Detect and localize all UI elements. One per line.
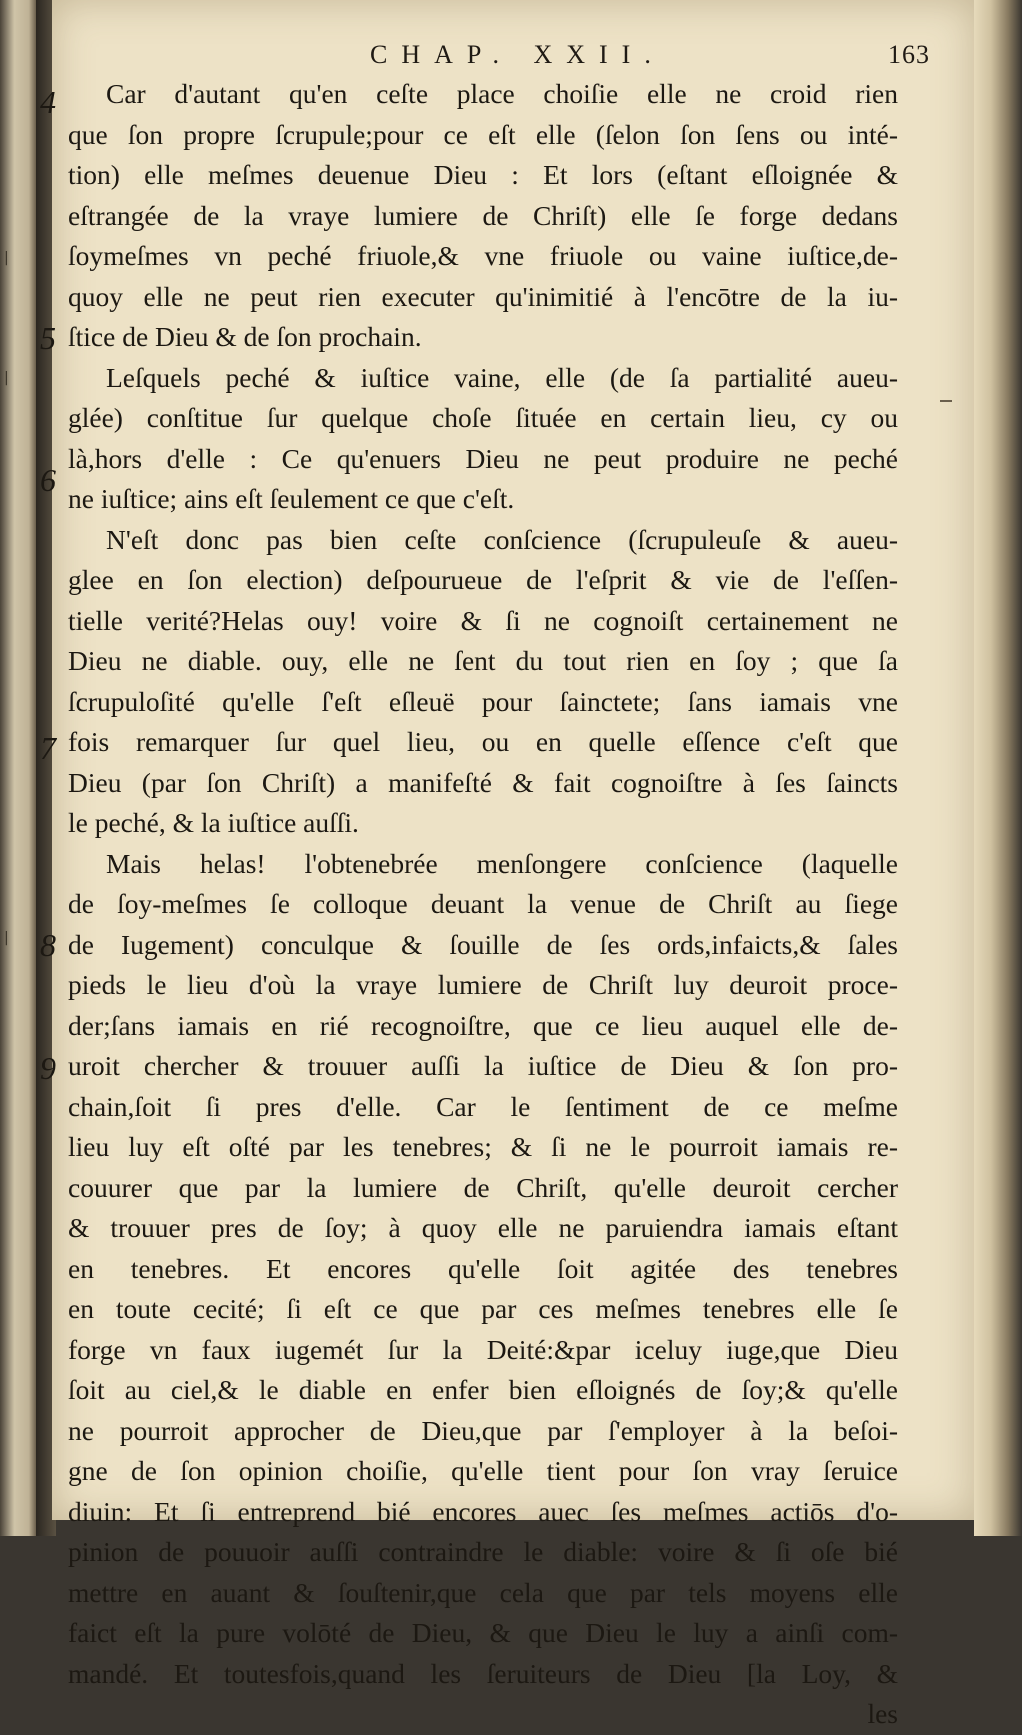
text-line: Car d'autant qu'en ceſte place choiſie elle ne croid rien	[106, 78, 898, 109]
text-line: glée) conſtitue ſur quelque choſe ſituée en certain lieu, cy ou	[68, 402, 898, 433]
body-text	[68, 74, 898, 1735]
text-line: der;ſans iamais en rié recognoiſtre, que ce lieu auquel elle de-	[68, 1009, 898, 1041]
text-line: chain,ſoit ſi pres d'elle. Car le ſentiment de ce meſme	[68, 1090, 898, 1122]
text-line: ſoymeſmes vn peché friuole,& vne friuole ou vaine iuſtice,de-	[68, 240, 898, 271]
verse-number: 8	[40, 927, 56, 963]
running-header	[370, 40, 930, 70]
text-line: mettre en auant & ſouſtenir,que cela que par tels moyens elle	[68, 1576, 898, 1608]
text-line: N'eſt donc pas bien ceſte conſcience (ſcrupuleuſe & aueu-	[106, 523, 898, 555]
text-line: uroit chercher & trouuer auſſi la iuſtice de Dieu & ſon pro-	[68, 1050, 898, 1081]
text-line: quoy elle ne peut rien executer qu'inimitié à l'encōtre de la iu-	[68, 280, 898, 312]
verse-number: 9	[40, 1050, 56, 1086]
text-line: le peché, & la iuſtice auſſi.	[68, 807, 359, 838]
text-line: en toute cecité; ſi eſt ce que par ces meſmes tenebres elle ſe	[68, 1293, 898, 1324]
verse-number: 4	[40, 84, 56, 120]
verse-number: 7	[40, 730, 56, 766]
text-line: Leſquels peché & iuſtice vaine, elle (de ſa partialité aueu-	[106, 361, 898, 393]
verse-number: 6	[40, 462, 56, 498]
page-fore-edge	[974, 0, 1022, 1536]
text-line: que ſon propre ſcrupule;pour ce eſt elle (ſelon ſon ſens ou inté-	[68, 118, 898, 150]
text-line: là,hors d'elle : Ce qu'enuers Dieu ne peut produire ne peché	[68, 442, 898, 474]
text-line: Dieu ne diable. ouy, elle ne ſent du tout rien en ſoy ; que ſa	[68, 645, 898, 676]
text-line: fois remarquer ſur quel lieu, ou en quelle eſſence c'eſt que	[68, 726, 898, 757]
text-line: pinion de pouuoir auſſi contraindre le diable: voire & ſi oſe bié	[68, 1536, 898, 1567]
text-line: en tenebres. Et encores qu'elle ſoit agitée des tenebres	[68, 1252, 898, 1284]
text-line: tion) elle meſmes deuenue Dieu : Et lors (eſtant eſloignée &	[68, 159, 898, 190]
text-line: diuin: Et ſi entreprend bié encores auec ſes meſmes actiōs d'o-	[68, 1495, 898, 1527]
text-line: forge vn faux iugemét ſur la Deité:&par iceluy iuge,que Dieu	[68, 1333, 898, 1365]
text-line: gne de ſon opinion choiſie, qu'elle tient pour ſon vray ſeruice	[68, 1455, 898, 1486]
text-line: ſtice de Dieu & de ſon prochain.	[68, 321, 422, 352]
text-line: ne iuſtice; ains eſt ſeulement ce que c'eſt.	[68, 483, 515, 514]
facing-page-mark: |	[4, 250, 9, 266]
text-line: ſcrupuloſité qu'elle ſ'eſt eſleuë pour ſainctete; ſans iamais vne	[68, 685, 898, 717]
text-line: tielle verité?Helas ouy! voire & ſi ne cognoiſt certainement ne	[68, 604, 898, 636]
text-line: Dieu (par ſon Chriſt) a manifeſté & fait cognoiſtre à ſes ſaincts	[68, 766, 898, 798]
facing-page-edge	[0, 0, 36, 1536]
facing-page-mark: |	[4, 370, 9, 386]
catchword: les	[867, 1698, 898, 1729]
running-title: CHAP. XXII.	[370, 40, 665, 69]
text-line: glee en ſon election) deſpourueue de l'eſprit & vie de l'eſſen-	[68, 564, 898, 595]
verse-number: 5	[40, 320, 56, 356]
margin-mark	[940, 400, 952, 402]
text-line: ſoit au ciel,& le diable en enfer bien eſloignés de ſoy;& qu'elle	[68, 1374, 898, 1405]
text-line: couurer que par la lumiere de Chriſt, qu'elle deuroit cercher	[68, 1171, 898, 1203]
text-line: ne pourroit approcher de Dieu,que par ſ'employer à la beſoi-	[68, 1414, 898, 1446]
text-line: pieds le lieu d'où la vraye lumiere de Chriſt luy deuroit proce-	[68, 969, 898, 1000]
text-line: lieu luy eſt oſté par les tenebres; & ſi ne le pourroit iamais re-	[68, 1131, 898, 1162]
text-line: eſtrangée de la vraye lumiere de Chriſt) elle ſe forge dedans	[68, 199, 898, 231]
facing-page-mark: |	[4, 930, 9, 946]
text-line: de Iugement) conculque & ſouille de ſes ords,infaicts,& ſales	[68, 928, 898, 960]
page-number: 163	[888, 40, 930, 69]
text-line: Mais helas! l'obtenebrée menſongere conſcience (laquelle	[106, 847, 898, 879]
text-line: faict eſt la pure volōté de Dieu, & que Dieu le luy a ainſi com-	[68, 1617, 898, 1648]
text-line: de ſoy-meſmes ſe colloque deuant la venue de Chriſt au ſiege	[68, 888, 898, 919]
text-line: & trouuer pres de ſoy; à quoy elle ne paruiendra iamais eſtant	[68, 1212, 898, 1243]
text-line: mandé. Et toutesfois,quand les ſeruiteurs de Dieu [la Loy, &	[68, 1657, 898, 1689]
